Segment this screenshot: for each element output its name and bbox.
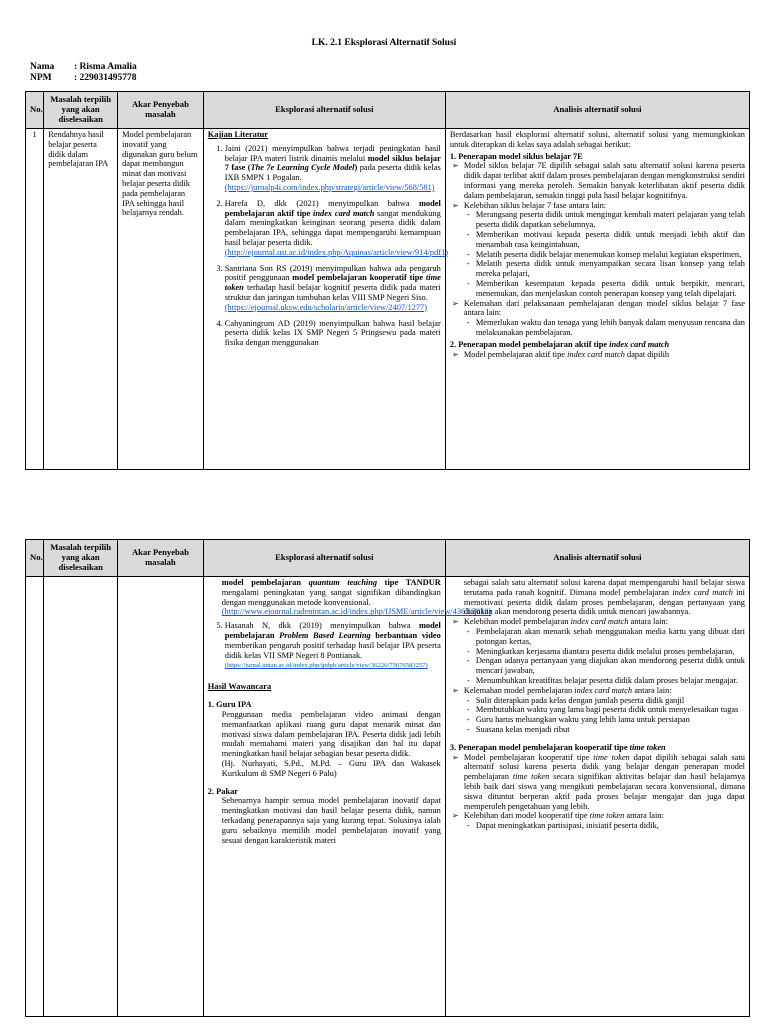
row-number: 1	[26, 129, 44, 470]
lit-text: Harefa D, dkk (2021) menyimpulkan bahwa	[224, 198, 419, 208]
exploration-table-1	[25, 91, 750, 470]
sub-list-item: - Meningkatkan kerjasama diantara peserta didik melalui proses pembelajaran,	[476, 647, 745, 657]
list-item-text: Kelemahan dari pelaksanaan pembelajaran dengan model siklus belajar 7 fase antara lain:	[463, 298, 745, 318]
sub-list	[464, 696, 745, 735]
sub-list	[464, 627, 745, 686]
header-eksplorasi: Eksplorasi alternatif solusi	[203, 540, 445, 577]
row-number-empty	[26, 577, 44, 1017]
eksplorasi-cell	[203, 577, 492, 1017]
list-item	[464, 201, 745, 299]
literature-link[interactable]: (https://jurnalp4i.com/index.php/strategi/article/view/568/581)	[224, 182, 435, 192]
solution-title-model: index card match	[609, 339, 670, 349]
sub-list-item: - Melatih peserta didik belajar menemukan konsep melalui kegiatan eksperimen,	[476, 250, 745, 260]
analisis-intro: Berdasarkan hasil eksplorasi alternatif solusi, alternatif solusi yang memungkinkan untuk diterapkan di kelas saya adalah sebagai berikut:	[449, 130, 745, 149]
solution-title-text: 2. Penerapan model pembelajaran aktif tipe	[449, 339, 610, 349]
list-item	[464, 753, 745, 812]
table-header-row	[26, 540, 750, 577]
analisis-cell	[445, 577, 749, 1017]
document-page-2	[0, 534, 768, 1024]
interview-2-title: 2. Pakar	[207, 786, 239, 796]
solution-2-continued	[450, 578, 745, 617]
solution-title-model: time token	[629, 742, 666, 752]
header-no: No.	[26, 92, 44, 129]
lit-model-name: index card match	[313, 208, 375, 218]
kajian-heading: Kajian Literatur	[207, 130, 269, 139]
lit-model-name: The 7e Learning Cycle Model	[250, 163, 355, 173]
solution-2-title	[450, 340, 745, 350]
akar-cell: Model pembelajaran inovatif yang digunakan guru belum dapat membangun minat dan motivasi belajar peserta didik pada pembelajaran IPA sehingga hasil belajarnya rendah.	[118, 129, 204, 470]
masalah-cell: Rendahnya hasil belajar peserta didik dalam pembelajaran IPA	[44, 129, 118, 470]
literature-link[interactable]: (https://ejournal.uksw.edu/scholaria/article/view/2407/1277)	[224, 302, 428, 312]
list-item	[464, 617, 745, 686]
table-header-row	[26, 92, 750, 129]
list-item-text: Kelebihan model pembelajaran	[463, 617, 571, 627]
lit-model-name: Problem Based Learning	[279, 630, 371, 640]
list-item-model: index card match	[570, 617, 629, 627]
list-item-text: ini memotivasi peserta didik dalam proses pembelajaran, dengan pertanyaan yang diajukan akan mendorong peserta didik untuk mencari jawabannya.	[463, 587, 745, 617]
list-item-model: index card match	[574, 685, 633, 695]
literature-item	[224, 198, 449, 258]
solution-3-points	[450, 753, 745, 831]
header-analisis: Analisis alternatif solusi	[445, 92, 749, 129]
interview-1-text: Penggunaan media pembelajaran video animasi dengan memanfaatkan aplikasi ruang guru dapat menarik minat dan motivasi siswa dalam pembelajaran IPA. Peserta didik jadi lebih mudah memahami materi yang disajikan dan hal itu dapat meningkatkan hasil belajar sebagian besar peserta didik.	[221, 709, 441, 759]
literature-item	[225, 319, 441, 348]
header-analisis: Analisis alternatif solusi	[445, 540, 749, 577]
list-item-text: antara lain:	[624, 811, 664, 821]
lit-model-close: )	[354, 163, 358, 173]
list-item-text: dapat dipilih sebagai salah satu alternatif solusi karena peserta didik yang belajar dengan penerapan model pembelajaran	[463, 752, 745, 782]
literature-item	[225, 144, 441, 193]
sub-list	[464, 821, 745, 831]
list-item-text: antara lain:	[632, 685, 672, 695]
literature-item	[225, 621, 441, 670]
sub-list-item: - Melatih peserta didik untuk menyampaikan secara lisan konsep yang telah mereka pelajari,	[476, 259, 745, 279]
sub-list-item: - Menumbuhkan kreatifitas belajar peserta didik dalam proses belajar mengajar.	[476, 676, 745, 686]
header-akar: Akar Penyebab masalah	[118, 540, 204, 577]
literature-link[interactable]: (https://jurnal.untan.ac.id/index.php/jpdpb/article/view/36226/75676583257)	[224, 662, 428, 670]
analisis-cell	[445, 129, 749, 470]
list-item-text: Model pembelajaran kooperatif tipe	[463, 752, 594, 762]
list-item-text: antara lain:	[628, 617, 668, 627]
document-page-1	[0, 0, 768, 490]
lit-model-name: time token	[224, 273, 441, 293]
list-item-model: time token	[512, 772, 550, 782]
header-masalah: Masalah terpilih yang akan diselesaikan	[44, 92, 118, 129]
sub-list-item: - Dengan adanya pertanyaan yang diajukan akan mendorong peserta didik untuk mencari jawaban,	[476, 656, 745, 676]
sub-list-item: - Memberikan motivasi kepada peserta didik untuk menjadi lebih aktif dan menambah rasa keingintahuan,	[476, 230, 745, 250]
list-item	[464, 686, 745, 735]
sub-list	[464, 318, 745, 338]
nama-value: : Risma Amalia	[74, 62, 137, 72]
list-item-text: Model pembelajaran aktif tipe	[463, 349, 568, 359]
nama-label: Nama	[30, 62, 55, 72]
lit-model: berbantuan video	[370, 630, 441, 640]
solution-2-points	[450, 617, 745, 735]
list-item-text: Kelebihan dari model kooperatif tipe	[463, 811, 590, 821]
exploration-table-2	[25, 539, 750, 1017]
solution-title-text: 3. Penerapan model pembelajaran kooperatif tipe	[449, 742, 630, 752]
akar-cell-empty	[118, 577, 204, 1017]
header-akar: Akar Penyebab masalah	[118, 92, 204, 129]
solution-1-title: 1. Penerapan model siklus belajar 7E	[449, 151, 583, 161]
lit-model-name: quantum teaching	[308, 578, 378, 587]
nama-line	[30, 62, 137, 73]
sub-list	[464, 210, 745, 298]
lit-text: Cahyaningrum AD (2019) menyimpulkan bahwa hasil belajar peserta didik kelas IX SMP Negeri 5 Pringsewu pada materi fisika dengan menggunakan	[224, 318, 441, 348]
list-item-text: dapat dipilih	[624, 349, 670, 359]
lit-model: model siklus belajar 7 fase (	[224, 153, 441, 173]
lit-text: Jaini (2021) menyimpulkan bahwa terjadi peningkatan hasil belajar IPA materi listrik dinamis melalui	[224, 143, 441, 163]
table-row	[26, 577, 750, 1017]
lit-text: sangat mendukung dalam meningkatkan keinginan seorang peserta didik dalam pembelajaran IPA, sehingga dapat mempengaruhi kemampuan hasil belajar peserta didik.	[224, 208, 441, 247]
interview-1-title: 1. Guru IPA	[207, 700, 252, 710]
list-item-text: secara signifikan aktivitas belajar dan hasil belajarnya lebih baik dari siswa yang mengikuti pembelajaran secara konvensional, dimana siswa dituntut berperan aktif pada proses belajar mengajar dan juga dapat memperoleh pengetahuan yang lebih.	[463, 772, 745, 811]
solution-1-points	[450, 161, 745, 337]
lit-model: model pembelajaran	[221, 578, 309, 587]
npm-value: : 229031495778	[74, 73, 137, 83]
sub-list-item: - Guru harus meluangkan waktu yang lebih lama untuk persiapan	[476, 715, 745, 725]
list-item-model: time token	[593, 752, 630, 762]
header-eksplorasi: Eksplorasi alternatif solusi	[203, 92, 445, 129]
interview-2-text: Sebenarnya hampir semua model pembelajaran inovatif dapat meningkatkan motivasi dan hasil belajar peserta didik, namun terkadang penerapannya saja yang kurang tepat. Solusinya ialah guru sebaiknya memilih model pembelajaran inovatif yang sesuai dengan karakteristik materi	[221, 796, 441, 845]
sub-list-item: - Dapat meningkatkan partisipasi, inisiatif peserta didik,	[476, 821, 745, 831]
lit-text: mengalami peningkatan yang sangat signifikan dibandingkan dengan menggunakan metode konvensional.	[221, 587, 441, 607]
lit-model: model pembelajaran	[224, 621, 441, 640]
solution-3-title	[450, 743, 745, 753]
list-item-model: index card match	[567, 349, 625, 359]
sub-list-item: - Suasana kelas menjadi ribut	[476, 725, 745, 735]
list-item	[464, 299, 745, 338]
solution-2-points	[450, 350, 745, 360]
lit-text: Santriana Son RS (2019) menyimpulkan bahwa ada pengaruh positif penggunaan	[224, 263, 441, 283]
literature-item-continued	[208, 578, 492, 617]
sub-list-item: - Memberikan kesempatan kepada peserta didik untuk berpikir, mencari, menemukan, dan menjelaskan contoh penerapan konsep yang telah dipelajari.	[476, 279, 745, 299]
literature-list	[208, 143, 449, 348]
literature-link[interactable]: (http://ejournal.ust.ac.id/index.php/Aquinas/article/view/914/pdf1)	[224, 247, 449, 257]
table-row	[26, 129, 750, 470]
list-item-model: index card match	[672, 587, 733, 597]
sub-list-item: - Merangsang peserta didik untuk mengingat kembali materi pelajaran yang telah peserta didik dapatkan sebelumnya,	[476, 210, 745, 230]
lit-model: model pembelajaran aktif tipe	[224, 198, 441, 218]
literature-list	[208, 621, 441, 670]
npm-label: NPM	[30, 73, 52, 83]
lit-model: model pembelajaran kooperatif tipe	[292, 273, 426, 283]
sub-list-item: - Membutuhkan waktu yang lama bagi peserta didik untuk menyelesaikan tugas	[476, 705, 745, 715]
list-item-text: Kelemahan model pembelajaran	[463, 685, 575, 695]
list-item-model: time token	[589, 811, 625, 821]
lit-text: memberikan pengaruh positif terhadap hasil belajar IPA peserta didik kelas VII SMP Negeri 8 Pontianak.	[224, 640, 441, 660]
eksplorasi-cell	[203, 129, 449, 470]
list-item	[464, 350, 745, 360]
header-masalah: Masalah terpilih yang akan diselesaikan	[44, 540, 118, 577]
sub-list-item: - Pembelajaran akan menarik sebab menggunakan media kartu yang dibuat dari potongan kertas,	[476, 627, 745, 647]
document-title: LK. 2.1 Eksplorasi Alternatif Solusi	[311, 38, 457, 48]
lit-model: tipe TANDUR	[377, 578, 441, 587]
header-no: No.	[26, 540, 44, 577]
npm-line	[30, 73, 137, 84]
lit-text: terhadap hasil belajar kognitif peserta didik pada materi struktur dan jaringan tumbuhan kelas VIII SMP Negeri Siso.	[224, 283, 441, 302]
lit-text: pada peserta didik kelas IXB SMPN 1 Pogalan.	[224, 163, 441, 183]
sub-list-item: - Sulit diterapkan pada kelas dengan jumlah peserta didik ganjil	[476, 696, 745, 706]
masalah-cell-empty	[44, 577, 118, 1017]
list-item-text: Kelebihan siklus belajar 7 fase antara lain:	[463, 200, 607, 210]
literature-link[interactable]: (http://www.ejournal.radenintan.ac.id/index.php/IJSME/article/view/4363/2818)	[221, 607, 492, 617]
list-item-text: sebagai salah satu alternatif solusi karena dapat mempengaruhi hasil belajar siswa terutama pada ranah kognitif. Dimana model pembelajaran	[463, 578, 745, 597]
list-item: ➢ Model siklus belajar 7E dipilih sebagai salah satu alternatif solusi karena peserta didik dapat terlibat aktif dalam proses pembelajaran dengan mengkonstruksi sendiri informasi yang mereka peroleh. Semakin banyak keterlibatan aktif peserta didik dalam pembelajaran, semakin tinggi pula hasil belajar kognitifnya.	[464, 161, 745, 200]
list-item	[464, 811, 745, 831]
lit-text: Hasanah N, dkk (2019) menyimpulkan bahwa	[224, 621, 419, 631]
wawancara-heading: Hasil Wawancara	[207, 682, 272, 692]
sub-list-item: - Memerlukan waktu dan tenaga yang lebih banyak dalam menyusun rencana dan melaksanakan pembelajaran.	[476, 318, 745, 338]
literature-item	[225, 264, 441, 313]
interview-1-source: (Hj. Nurhayati, S.Pd., M.Pd. – Guru IPA dan Wakasek Kurikulum di SMP Negeri 6 Palu)	[221, 758, 441, 778]
